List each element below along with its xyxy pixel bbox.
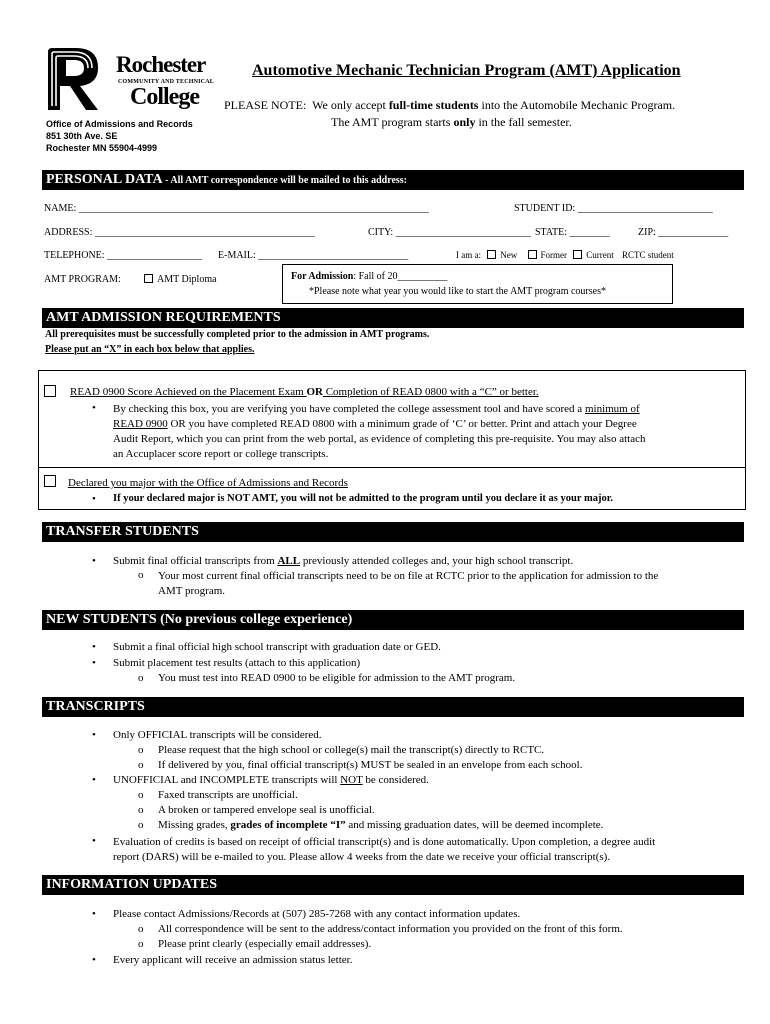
admission-year-field[interactable]: : Fall of 20__________ (353, 271, 448, 282)
name-field[interactable]: NAME: ______________________________________________________________________ (44, 203, 429, 214)
logo-college: College (130, 84, 199, 110)
requirements-header: AMT ADMISSION REQUIREMENTS (42, 308, 744, 328)
transcripts-item-3 (113, 835, 655, 865)
sub-bullet: o (138, 819, 144, 831)
transcripts-subitem-4: A broken or tampered envelope seal is unofficial. (158, 804, 375, 816)
transcripts-text: UNOFFICIAL and INCOMPLETE transcripts will (113, 774, 341, 786)
office-street: 851 30th Ave. SE (46, 131, 118, 141)
note-text: The AMT program starts (331, 115, 454, 129)
requirement-1-title (70, 386, 539, 398)
new-subitem-1: You must test into READ 0900 to be eligible for admission to the AMT program. (158, 672, 516, 684)
bullet: • (92, 493, 96, 505)
transcripts-emph: NOT (340, 774, 363, 786)
transcripts-emph: grades of incomplete “I” (230, 819, 346, 831)
transfer-header: TRANSFER STUDENTS (42, 522, 744, 542)
logo-emblem-icon (46, 46, 102, 112)
transcripts-text: report (DARS) will be e-mailed to you. Please allow 4 weeks from the date we receive your official transcript(s). (113, 851, 611, 863)
transfer-subitem-1 (158, 569, 658, 599)
transfer-text: AMT program. (158, 585, 226, 597)
updates-subitem-1: All correspondence will be sent to the address/contact information you provided on the front of this form. (158, 923, 623, 935)
bullet: • (92, 954, 96, 966)
section-subtitle: - All AMT correspondence will be mailed to this address: (162, 175, 408, 186)
req1-detail-emph: minimum of (584, 403, 640, 415)
bullet: • (92, 774, 96, 786)
transfer-emph: ALL (277, 555, 301, 567)
sub-bullet: o (138, 789, 144, 801)
requirements-intro-1: All prerequisites must be successfully completed prior to the admission in AMT programs. (45, 329, 430, 340)
transcripts-text: and missing graduation dates, will be deemed incomplete. (345, 819, 604, 831)
req1-detail: an Accuplacer score report or college transcripts. (113, 448, 329, 460)
req1-text: READ 0900 Score Achieved on the Placement Exam (70, 386, 307, 398)
sub-bullet: o (138, 938, 144, 950)
state-field[interactable]: STATE: ________ (535, 227, 610, 238)
student-status (456, 250, 674, 260)
note-label: PLEASE NOTE: (224, 98, 307, 112)
transcripts-text: Missing grades, (158, 819, 231, 831)
office-name: Office of Admissions and Records (46, 119, 193, 129)
req1-detail-emph: READ 0900 (113, 418, 168, 430)
transcripts-text: be considered. (362, 774, 429, 786)
section-title: PERSONAL DATA (46, 172, 163, 187)
admission-note: *Please note what year you would like to start the AMT program courses* (309, 286, 606, 297)
req1-detail: Audit Report, which you can print from the web portal, as evidence of completing this pre-requisite. You may also attach (113, 433, 646, 445)
program-label: AMT PROGRAM: (44, 274, 121, 285)
college-logo (46, 46, 216, 116)
updates-header: INFORMATION UPDATES (42, 875, 744, 895)
transcripts-subitem-3: Faxed transcripts are unofficial. (158, 789, 298, 801)
req1-detail: OR you have completed READ 0800 with a minimum grade of ‘C’ or better. Print and attach your Degree (167, 418, 637, 430)
page-title: Automotive Mechanic Technician Program (AMT) Application (252, 62, 681, 79)
updates-subitem-2: Please print clearly (especially email addresses). (158, 938, 372, 950)
email-field[interactable]: E-MAIL: ______________________________ (218, 250, 409, 261)
sub-bullet: o (138, 923, 144, 935)
req1-text: Completion of READ 0800 with a “C” or better. (322, 386, 539, 398)
checkbox-label: Former (540, 250, 567, 260)
checkbox-amt-diploma[interactable] (144, 274, 217, 285)
checkbox-label: Current (586, 250, 614, 260)
telephone-field[interactable]: TELEPHONE: ___________________ (44, 250, 203, 261)
updates-item-2: Every applicant will receive an admission status letter. (113, 954, 353, 966)
sub-bullet: o (138, 759, 144, 771)
note-text: in the fall semester. (475, 115, 572, 129)
status-label: I am a: (456, 250, 481, 260)
transcripts-subitem-1: Please request that the high school or college(s) mail the transcript(s) directly to RCTC. (158, 744, 545, 756)
sub-bullet: o (138, 569, 144, 581)
transcripts-item-2 (113, 774, 429, 786)
checkbox-former[interactable] (528, 250, 568, 260)
transfer-item-1 (113, 555, 573, 567)
note-emph: full-time students (388, 98, 479, 112)
updates-item-1: Please contact Admissions/Records at (507) 285-7268 with any contact information updates. (113, 908, 521, 920)
sub-bullet: o (138, 804, 144, 816)
zip-field[interactable]: ZIP: ______________ (638, 227, 729, 238)
transcripts-subitem-2: If delivered by you, final official transcript(s) MUST be sealed in an envelope from each school. (158, 759, 583, 771)
city-field[interactable]: CITY: ___________________________ (368, 227, 531, 238)
admission-box (282, 264, 673, 304)
req1-or: OR (306, 386, 323, 398)
transfer-text: Your most current final official transcripts need to be on file at RCTC prior to the application for admission to the (158, 570, 659, 582)
transcripts-subitem-5 (158, 819, 603, 831)
checkbox-label: New (500, 250, 518, 260)
sub-bullet: o (138, 672, 144, 684)
office-address (46, 118, 193, 154)
checkbox-new[interactable] (487, 250, 517, 260)
admission-label: For Admission (291, 271, 354, 282)
requirement-1-detail (113, 402, 645, 462)
transcripts-item-1: Only OFFICIAL transcripts will be considered. (113, 729, 322, 741)
bullet: • (92, 657, 96, 669)
note-text: We only accept (312, 98, 389, 112)
requirements-divider (39, 467, 745, 468)
office-city: Rochester MN 55904-4999 (46, 143, 158, 153)
status-suffix: RCTC student (622, 250, 674, 260)
new-students-header: NEW STUDENTS (No previous college experience) (42, 610, 744, 630)
requirement-2-title: Declared you major with the Office of Admissions and Records (68, 477, 348, 489)
note-text: into the Automobile Mechanic Program. (478, 98, 676, 112)
checkbox-declared-major[interactable] (44, 475, 56, 487)
bullet: • (92, 555, 96, 567)
transcripts-header: TRANSCRIPTS (42, 697, 744, 717)
new-item-1: Submit a final official high school transcript with graduation date or GED. (113, 641, 441, 653)
address-field[interactable]: ADDRESS: ____________________________________________ (44, 227, 315, 238)
note-emph: only (453, 115, 476, 129)
student-id-field[interactable]: STUDENT ID: ___________________________ (514, 203, 713, 214)
checkbox-label: AMT Diploma (157, 274, 217, 285)
logo-rochester: Rochester (116, 52, 206, 77)
bullet: • (92, 835, 96, 847)
checkbox-current[interactable] (573, 250, 614, 260)
bullet: • (92, 402, 96, 414)
please-note (224, 97, 675, 131)
transfer-text: previously attended colleges and, your high school transcript. (300, 555, 574, 567)
requirement-2-detail: If your declared major is NOT AMT, you will not be admitted to the program until you declare it as your major. (113, 493, 614, 504)
logo-subtitle: COMMUNITY AND TECHNICAL (118, 79, 214, 85)
admission-box-right (672, 264, 673, 303)
personal-data-header (42, 170, 744, 190)
requirements-intro-2: Please put an “X” in each box below that applies. (45, 344, 255, 355)
bullet: • (92, 641, 96, 653)
transfer-text: Submit final official transcripts from (113, 555, 278, 567)
bullet: • (92, 729, 96, 741)
transcripts-text: Evaluation of credits is based on receipt of official transcript(s) and is done automatically. Upon completion, a degree audit (113, 836, 656, 848)
new-item-2: Submit placement test results (attach to this application) (113, 657, 361, 669)
req1-detail: By checking this box, you are verifying you have completed the college assessment tool and have scored a (113, 403, 585, 415)
checkbox-read0900[interactable] (44, 385, 56, 397)
sub-bullet: o (138, 744, 144, 756)
bullet: • (92, 908, 96, 920)
